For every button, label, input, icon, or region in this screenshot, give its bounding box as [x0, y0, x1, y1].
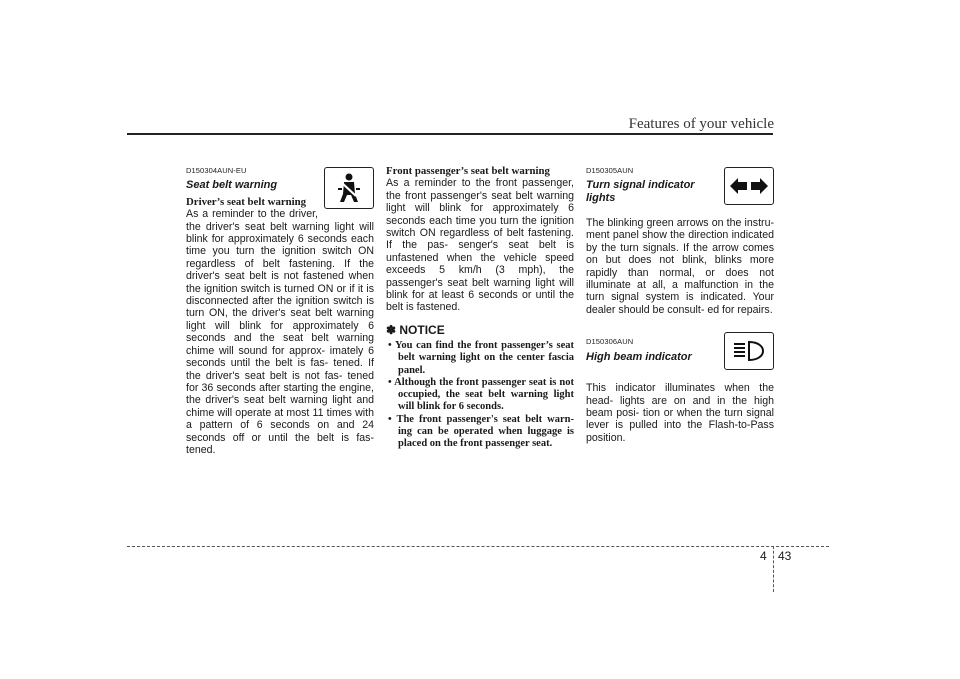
turn-signal-arrows-icon [729, 177, 769, 195]
chapter-number: 4 [760, 549, 767, 563]
drivers-warning-body: As a reminder to the driver, the driver's seat belt warning light will blink for approximately 6 seconds each time you turn the ignition switch ON regardless of belt fastening. If the driver's seat belt is not fastened when the ignition switch is turned ON or if it is disconnected after the ignition switch is turn ON, the driver's seat belt warning light will blink for approximately 6 seconds and the seat belt warning chime will sound for approx- imately 6 seconds until the belt is fas- tened. If the driver's seat belt is not fas- tened for 36 seconds after starting the engine, the driver's seat belt warning light and chime will operate at most 11 times with a pattern of 6 seconds on and 24 seconds off or until the belt is fas- tened. [186, 208, 374, 456]
footer-divider [773, 546, 774, 592]
section-title-high-beam: High beam indicator [586, 350, 692, 363]
page-header-title: Features of your vehicle [628, 116, 774, 132]
turn-signal-icon-box [724, 167, 774, 205]
high-beam-body: This indicator illuminates when the head- lights are on and in the high beam posi- tion or when the turn signal lever is pulled into the Flash-to-Pass position. [586, 382, 774, 444]
seatbelt-icon [334, 172, 364, 204]
high-beam-icon [731, 339, 767, 363]
page-number: 43 [778, 549, 792, 563]
column-indicators [586, 165, 774, 444]
seatbelt-icon-box [324, 167, 374, 209]
high-beam-icon-box [724, 332, 774, 370]
notice-title: ✽ NOTICE [386, 322, 445, 337]
section-title-turn-signal: Turn signal indicator lights [586, 179, 695, 204]
column-passenger-warning [386, 165, 574, 450]
section-code: D150306AUN [586, 337, 634, 347]
section-title-seat-belt-warning: Seat belt warning [186, 179, 278, 192]
notice-item: • The front passenger's seat belt warn- ing can be operated when luggage is placed on the front passenger seat. [388, 413, 574, 449]
turn-signal-body: The blinking green arrows on the instru- ment panel show the direction indicated by the turn signals. If the arrow comes on but does not blink, blinks more rapidly than normal, or does not illuminate at all, a malfunction in the turn signal system is indicated. Your dealer should be consult- ed for repairs. [586, 217, 774, 316]
footer-rule [127, 546, 829, 547]
passenger-warning-body: As a reminder to the front passenger, the front passenger's seat belt warning light will blink for approximately 6 seconds each time you turn the ignition switch ON regardless of belt fastening. If the pas- senger's seat belt is unfastened when the vehicle speed exceeds 5 km/h (3 mph), the passenger's seat belt warning light will blink for at least 6 seconds or until the belt is fastened. [386, 177, 574, 314]
notice-item: • Although the front passenger seat is not occupied, the seat belt warning light will blink for 6 seconds. [388, 376, 574, 413]
section-code: D150305AUN [586, 166, 634, 175]
section-code: D150304AUN-EU [186, 166, 247, 175]
column-seat-belt-warning [186, 165, 374, 456]
subhead-drivers-seat-belt-warning: Driver’s seat belt warning [186, 195, 307, 208]
notice-item: • You can find the front passenger’s seat belt warning light on the center fascia panel. [388, 340, 574, 376]
header-rule [127, 133, 773, 135]
notice-list [386, 340, 574, 450]
subhead-front-passenger-warning: Front passenger’s seat belt warning [386, 165, 550, 177]
